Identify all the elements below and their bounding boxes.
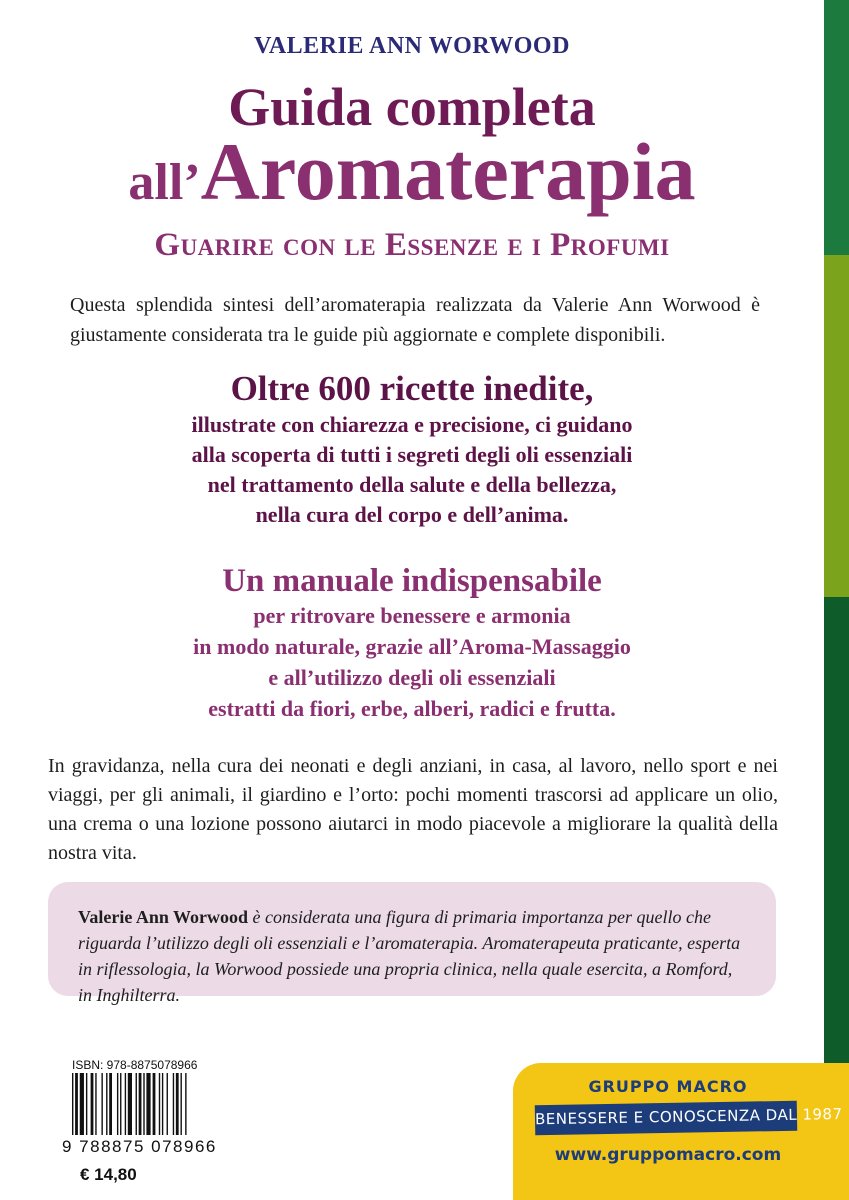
highlight-line: nella cura del corpo e dell’anima. bbox=[255, 502, 569, 527]
publisher-tagline: BENESSERE E CONOSCENZA DAL 1987 bbox=[534, 1104, 843, 1129]
publisher-name: GRUPPO MACRO bbox=[588, 1077, 748, 1096]
highlight-block-manual bbox=[0, 562, 824, 724]
highlight-block-recipes bbox=[0, 368, 824, 530]
author-bio-box bbox=[48, 882, 776, 1005]
bio-description: è considerata una figura di primaria importanza per quello che riguarda l’utilizzo degli oli essenziali e l’aromaterapia. Aromaterapeuta praticante, esperta in riflessologia, la Worwood possiede una propria clinica, nella quale esercita, a Romford, in Inghilterra. bbox=[78, 907, 741, 1005]
title-main: Aromaterapia bbox=[200, 126, 696, 217]
edge-stripe-middle bbox=[824, 255, 849, 597]
usage-paragraph: In gravidanza, nella cura dei neonati e degli anziani, in casa, al lavoro, nello sport e nei viaggi, per gli animali, il giardino e l’orto: pochi momenti trascorsi ad applicare un olio, una crema o una lozione possono aiutarci in modo piacevole a migliorare la qualità della nostra vita. bbox=[48, 755, 778, 864]
publisher-url[interactable]: www.gruppomacro.com bbox=[554, 1145, 782, 1165]
price: € 14,80 bbox=[80, 1165, 137, 1184]
title-prefix: all’ bbox=[128, 154, 201, 211]
highlight-line: nel trattamento della salute e della bellezza, bbox=[207, 472, 617, 497]
highlight-line: illustrate con chiarezza e precisione, ci guidano bbox=[191, 412, 633, 437]
title-line-2 bbox=[0, 126, 824, 235]
isbn-label: ISBN: 978-8875078966 bbox=[72, 1058, 198, 1072]
highlight-headline: Oltre 600 ricette inedite, bbox=[230, 369, 594, 408]
highlight-headline: Un manuale indispensabile bbox=[222, 563, 602, 599]
publisher-badge bbox=[513, 1063, 849, 1200]
edge-stripe-top bbox=[824, 0, 849, 255]
highlight-line: in modo naturale, grazie all’Aroma-Massaggio bbox=[193, 634, 631, 659]
intro-paragraph: Questa splendida sintesi dell’aromaterapia realizzata da Valerie Ann Worwood è giustamente considerata tra le guide più aggiornate e complete disponibili. bbox=[70, 294, 760, 346]
subtitle: Guarire con le Essenze e i Profumi bbox=[154, 227, 670, 263]
barcode-icon bbox=[72, 1073, 224, 1143]
author-bio-text bbox=[78, 904, 750, 1008]
title-line-1: Guida completa bbox=[228, 77, 596, 137]
author-name: VALERIE ANN WORWOOD bbox=[254, 33, 570, 59]
highlight-line: alla scoperta di tutti i segreti degli oli essenziali bbox=[191, 442, 633, 467]
highlight-line: per ritrovare benessere e armonia bbox=[253, 603, 571, 628]
bio-author-name: Valerie Ann Worwood bbox=[78, 907, 249, 927]
highlight-line: e all’utilizzo degli oli essenziali bbox=[268, 665, 556, 690]
highlight-line: estratti da fiori, erbe, alberi, radici e frutta. bbox=[208, 696, 616, 721]
barcode-digits: 9 788875 078966 bbox=[62, 1137, 217, 1156]
